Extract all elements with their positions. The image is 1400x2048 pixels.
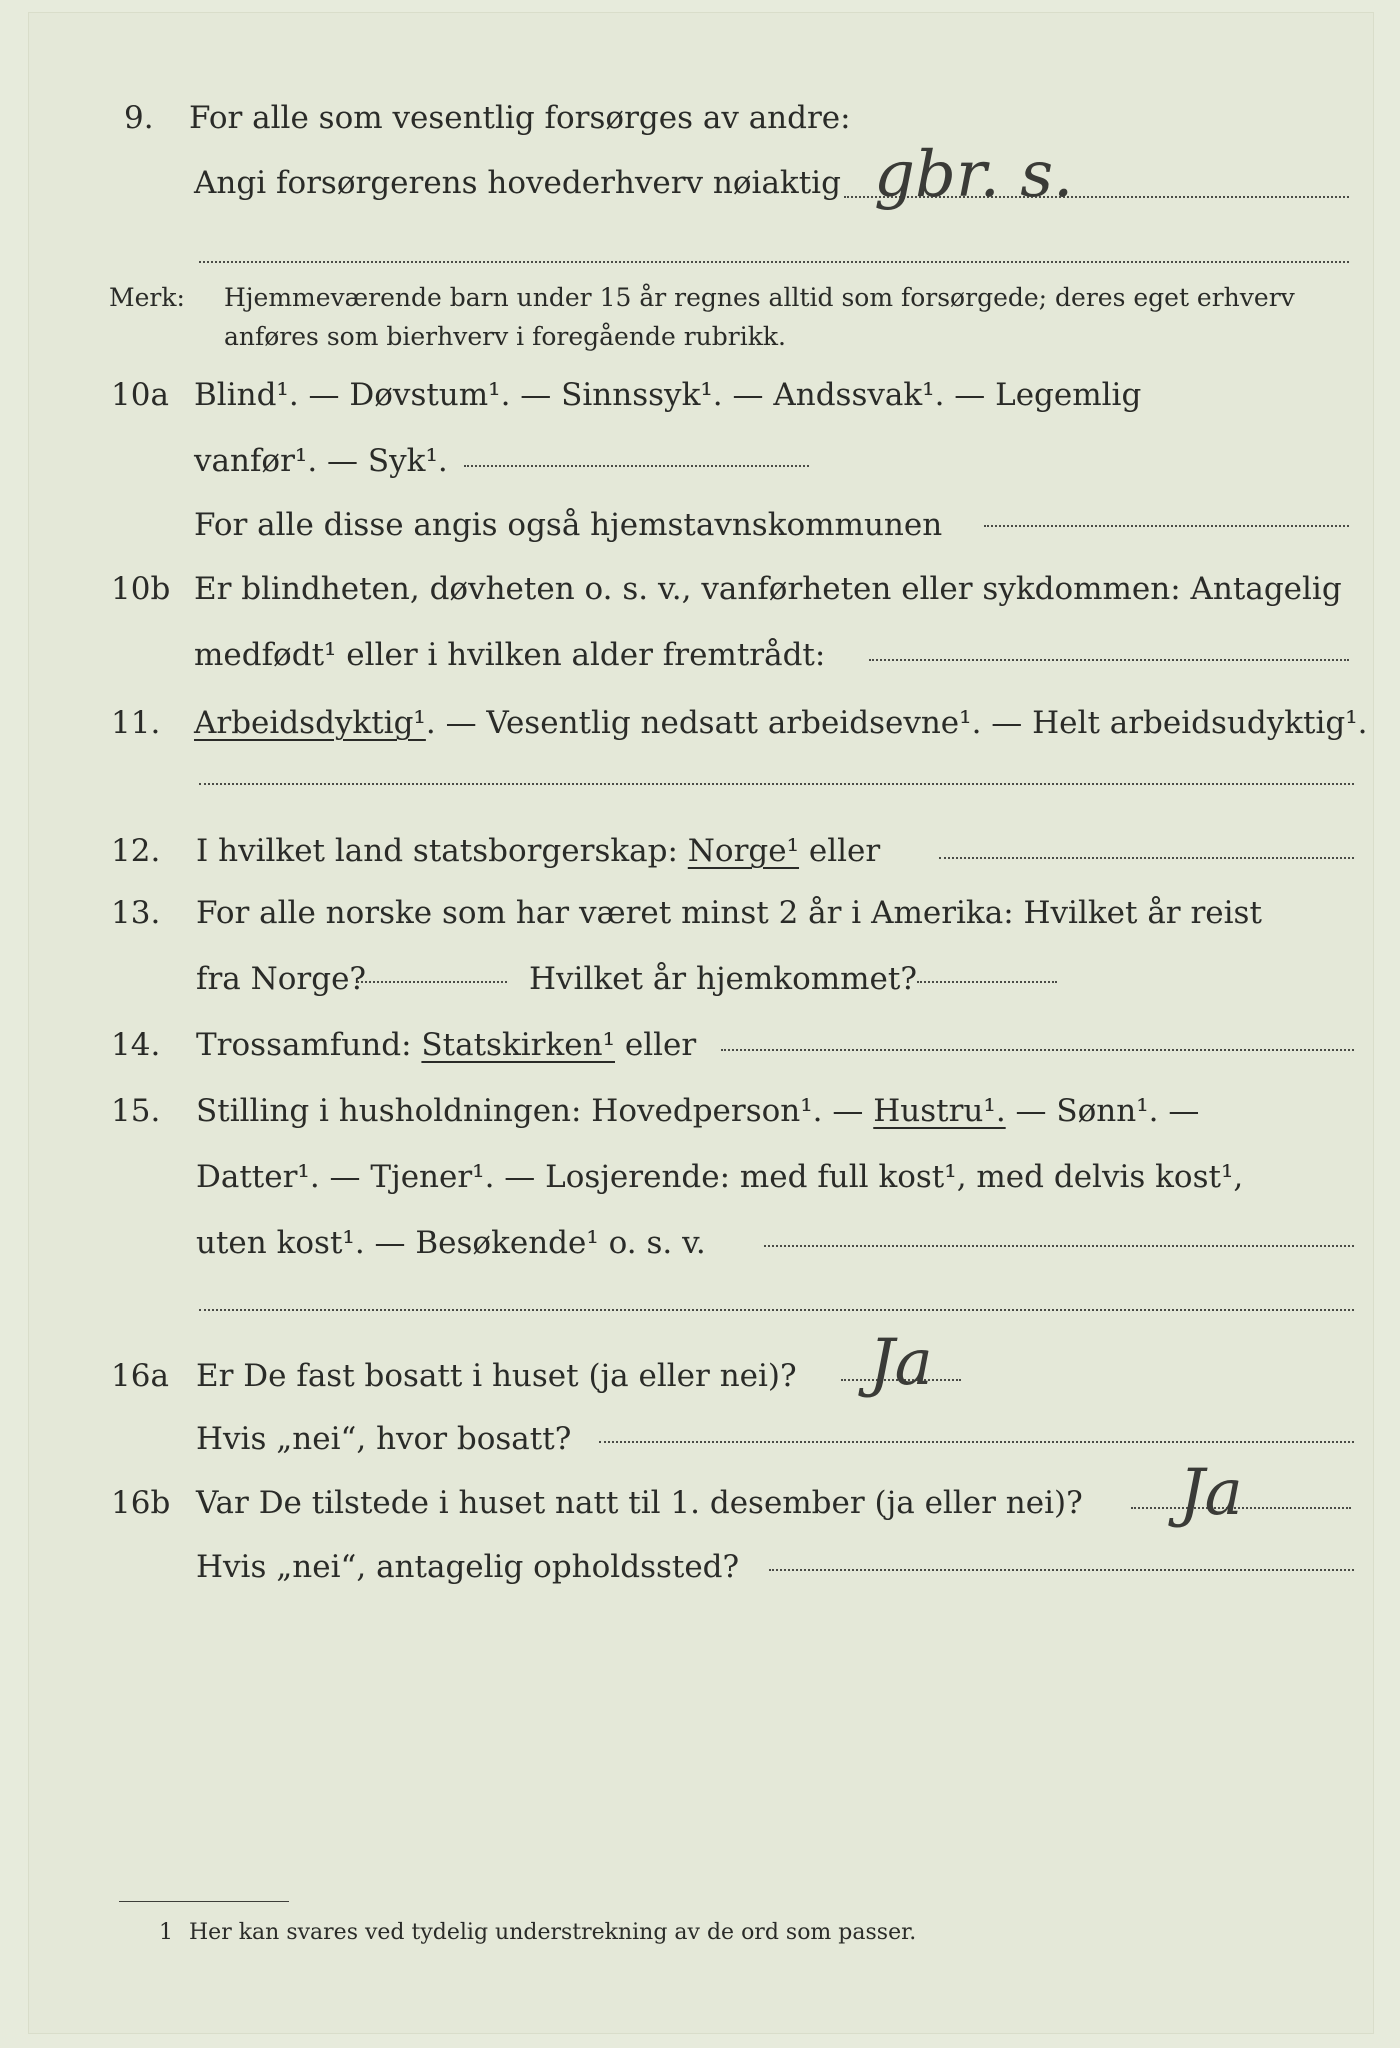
- item-16a-number: 16a: [111, 1358, 169, 1394]
- item-15-line1-start: Stilling i husholdningen: Hovedperson¹. —: [196, 1093, 874, 1129]
- item-9-handwritten-answer: gbr. s.: [874, 138, 1074, 212]
- item-13-line2a: fra Norge?: [196, 961, 367, 997]
- footnote-marker: 1: [159, 1920, 173, 1945]
- item-12-selected-option: Norge¹: [687, 833, 800, 869]
- item-12-number: 12.: [111, 833, 161, 869]
- item-10a-fill-line-2: [984, 525, 1349, 527]
- item-13-number: 13.: [111, 895, 161, 931]
- item-10b-fill-line: [869, 659, 1349, 661]
- item-15-extra-line: [199, 1309, 1354, 1311]
- item-9-number: 9.: [124, 100, 154, 136]
- item-16a-line2: Hvis „nei“, hvor bosatt?: [196, 1421, 572, 1457]
- item-15-number: 15.: [111, 1093, 161, 1129]
- item-15-fill-line: [764, 1245, 1354, 1247]
- item-15-line1-end: — Sønn¹. —: [1005, 1093, 1200, 1129]
- item-11-fill-line: [199, 783, 1354, 785]
- item-14-text: [196, 1025, 696, 1065]
- item-10a-line2: vanfør¹. — Syk¹.: [194, 443, 448, 479]
- item-9-extra-line: [199, 261, 1349, 263]
- item-11-rest: . — Vesentlig nedsatt arbeidsevne¹. — Helt arbeidsudyktig¹.: [425, 705, 1368, 741]
- item-16b-line2: Hvis „nei“, antagelig opholdssted?: [196, 1549, 740, 1585]
- item-10b-line1: Er blindheten, døvheten o. s. v., vanførheten eller sykdommen: Antagelig: [194, 571, 1342, 607]
- item-16b-fill-line-2: [769, 1569, 1354, 1571]
- item-14-eller: eller: [615, 1027, 697, 1063]
- item-13-fill-line-a: [357, 981, 507, 983]
- item-10a-number: 10a: [111, 377, 169, 413]
- merk-line2: anføres som bierhverv i foregående rubrikk.: [224, 322, 786, 351]
- item-15-line3: uten kost¹. — Besøkende¹ o. s. v.: [196, 1225, 706, 1261]
- form-sheet: [28, 12, 1374, 2034]
- item-12-text: [196, 831, 880, 871]
- item-10b-number: 10b: [111, 571, 171, 607]
- item-14-question: Trossamfund:: [196, 1027, 422, 1063]
- item-14-fill-line: [721, 1049, 1354, 1051]
- item-15-line1: [196, 1091, 1199, 1131]
- item-16b-handwritten-answer: Ja: [1179, 1456, 1243, 1530]
- item-15-selected-option: Hustru¹.: [873, 1093, 1006, 1129]
- item-11-selected-option: Arbeidsdyktig¹: [194, 705, 426, 741]
- item-14-number: 14.: [111, 1027, 161, 1063]
- footnote-text: Her kan svares ved tydelig understrekning av de ord som passer.: [189, 1920, 917, 1945]
- item-9-line1: For alle som vesentlig forsørges av andre:: [189, 100, 851, 136]
- item-16a-fill-line-2: [599, 1441, 1354, 1443]
- item-12-eller: eller: [799, 833, 881, 869]
- item-16a-line1: Er De fast bosatt i huset (ja eller nei)?: [196, 1358, 797, 1394]
- item-15-line2: Datter¹. — Tjener¹. — Losjerende: med full kost¹, med delvis kost¹,: [196, 1159, 1244, 1195]
- item-11-number: 11.: [111, 705, 161, 741]
- footnote-rule: [119, 1901, 289, 1902]
- item-12-fill-line: [939, 857, 1354, 859]
- item-10a-line3: For alle disse angis også hjemstavnskommunen: [194, 507, 943, 543]
- item-10a-line1: Blind¹. — Døvstum¹. — Sinnssyk¹. — Andssvak¹. — Legemlig: [194, 377, 1142, 413]
- item-10b-line2: medfødt¹ eller i hvilken alder fremtrådt:: [194, 637, 826, 673]
- item-16a-handwritten-answer: Ja: [869, 1326, 933, 1400]
- merk-line1: Hjemmeværende barn under 15 år regnes alltid som forsørgede; deres eget erhverv: [224, 283, 1295, 312]
- item-14-selected-option: Statskirken¹: [421, 1027, 615, 1063]
- item-13-line1: For alle norske som har været minst 2 år i Amerika: Hvilket år reist: [196, 895, 1262, 931]
- item-16b-number: 16b: [111, 1485, 171, 1521]
- item-13-fill-line-b: [917, 981, 1057, 983]
- item-12-question: I hvilket land statsborgerskap:: [196, 833, 688, 869]
- item-10a-fill-line: [464, 465, 809, 467]
- merk-label: Merk:: [109, 283, 185, 312]
- item-11-text: [194, 703, 1368, 743]
- item-9-line2: Angi forsørgerens hovederhverv nøiaktig: [194, 165, 841, 201]
- item-13-line2b: Hvilket år hjemkommet?: [529, 961, 917, 997]
- item-16b-line1: Var De tilstede i huset natt til 1. desember (ja eller nei)?: [196, 1485, 1083, 1521]
